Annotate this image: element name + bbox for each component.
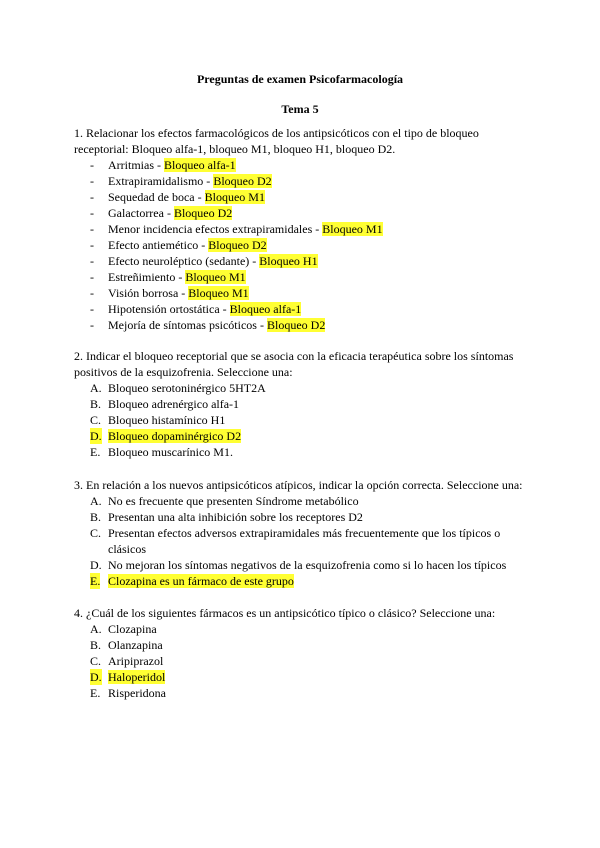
list-item <box>74 173 534 189</box>
option-a <box>74 380 534 396</box>
dash-bullet: - <box>90 206 94 220</box>
dash-bullet: - <box>90 302 94 316</box>
highlighted-answer: Bloqueo M1 <box>204 190 265 204</box>
option-e-correct <box>74 573 534 589</box>
option-text: Aripiprazol <box>108 654 164 668</box>
list-item <box>74 205 534 221</box>
option-text-highlighted: Haloperidol <box>108 670 166 684</box>
option-b <box>74 396 534 412</box>
effect-text: Menor incidencia efectos extrapiramidales - <box>108 222 323 236</box>
list-item <box>74 157 534 173</box>
question-1-stem-line1: 1. Relacionar los efectos farmacológicos de los antipsicóticos con el tipo de bloqueo <box>74 126 479 140</box>
highlighted-answer: Bloqueo D2 <box>208 238 267 252</box>
question-3-stem <box>74 477 534 493</box>
document-subtitle: Tema 5 <box>281 102 319 116</box>
option-letter: E. <box>90 445 101 459</box>
effect-text: Mejoría de síntomas psicóticos - <box>108 318 267 332</box>
option-letter: E. <box>90 574 101 588</box>
dash-bullet: - <box>90 174 94 188</box>
question-3-options <box>74 493 534 589</box>
question-2-options <box>74 380 534 460</box>
list-item <box>74 285 534 301</box>
question-2-stem-line1: 2. Indicar el bloqueo receptorial que se asocia con la eficacia terapéutica sobre los síntomas <box>74 349 514 363</box>
option-text: Bloqueo histamínico H1 <box>108 413 226 427</box>
dash-bullet: - <box>90 222 94 236</box>
option-letter: B. <box>90 638 102 652</box>
option-text: Presentan una alta inhibición sobre los receptores D2 <box>108 510 363 524</box>
option-text-continued: clásicos <box>108 542 146 556</box>
highlighted-answer: Bloqueo M1 <box>322 222 383 236</box>
option-letter: C. <box>90 526 102 540</box>
highlighted-answer: Bloqueo alfa-1 <box>164 158 236 172</box>
question-4-stem-line1: 4. ¿Cuál de los siguientes fármacos es un antipsicótico típico o clásico? Seleccione una: <box>74 606 496 620</box>
option-text: Olanzapina <box>108 638 163 652</box>
question-4-options <box>74 621 534 701</box>
option-letter: A. <box>90 622 102 636</box>
option-c <box>74 412 534 428</box>
option-text: Clozapina <box>108 622 157 636</box>
option-text: Risperidona <box>108 686 166 700</box>
dash-bullet: - <box>90 318 94 332</box>
option-d-correct <box>74 428 534 444</box>
list-item <box>74 221 534 237</box>
document-title: Preguntas de examen Psicofarmacología <box>196 72 404 86</box>
option-c <box>74 653 534 669</box>
list-item <box>74 269 534 285</box>
option-d-correct <box>74 669 534 685</box>
question-1 <box>74 125 534 333</box>
option-text-highlighted: Clozapina es un fármaco de este grupo <box>108 574 294 588</box>
question-2-stem <box>74 348 534 380</box>
effect-text: Estreñimiento - <box>108 270 186 284</box>
dash-bullet: - <box>90 190 94 204</box>
list-item <box>74 317 534 333</box>
option-letter: B. <box>90 397 102 411</box>
dash-bullet: - <box>90 254 94 268</box>
option-text: Bloqueo muscarínico M1. <box>108 445 233 459</box>
effect-text: Efecto antiemético - <box>108 238 209 252</box>
effect-text: Sequedad de boca - <box>108 190 205 204</box>
option-b <box>74 509 534 525</box>
list-item <box>74 301 534 317</box>
effect-text: Hipotensión ortostática - <box>108 302 230 316</box>
option-letter: C. <box>90 413 102 427</box>
highlighted-answer: Bloqueo M1 <box>185 270 246 284</box>
option-letter: A. <box>90 494 102 508</box>
option-letter: D. <box>90 429 102 443</box>
list-item <box>74 237 534 253</box>
question-4-stem <box>74 605 534 621</box>
option-letter: E. <box>90 686 101 700</box>
option-d <box>74 557 534 573</box>
highlighted-answer: Bloqueo D2 <box>213 174 272 188</box>
effect-text: Galactorrea - <box>108 206 174 220</box>
option-text: Bloqueo serotoninérgico 5HT2A <box>108 381 266 395</box>
question-3-stem-line1: 3. En relación a los nuevos antipsicóticos atípicos, indicar la opción correcta. Seleccione una: <box>74 478 523 492</box>
option-text-highlighted: Bloqueo dopaminérgico D2 <box>108 429 242 443</box>
question-2 <box>74 348 534 460</box>
option-e <box>74 685 534 701</box>
option-a <box>74 493 534 509</box>
effect-text: Arritmias - <box>108 158 164 172</box>
effect-text: Visión borrosa - <box>108 286 189 300</box>
question-1-stem-line2: receptorial: Bloqueo alfa-1, bloqueo M1, bloqueo H1, bloqueo D2. <box>74 142 396 156</box>
effect-text: Efecto neuroléptico (sedante) - <box>108 254 260 268</box>
question-2-stem-line2: positivos de la esquizofrenia. Seleccione una: <box>74 365 293 379</box>
list-item <box>74 189 534 205</box>
option-b <box>74 637 534 653</box>
option-letter: A. <box>90 381 102 395</box>
highlighted-answer: Bloqueo D2 <box>173 206 233 220</box>
dash-bullet: - <box>90 270 94 284</box>
option-text: Presentan efectos adversos extrapiramidales más frecuentemente que los típicos o <box>108 526 501 540</box>
highlighted-answer: Bloqueo M1 <box>188 286 249 300</box>
list-item <box>74 253 534 269</box>
question-4 <box>74 605 534 701</box>
option-letter: D. <box>90 558 102 572</box>
highlighted-answer: Bloqueo D2 <box>266 318 326 332</box>
option-text: No mejoran los síntomas negativos de la esquizofrenia como si lo hacen los típicos <box>108 558 507 572</box>
option-a <box>74 621 534 637</box>
option-e <box>74 444 534 460</box>
dash-bullet: - <box>90 158 94 172</box>
question-1-stem <box>74 125 534 157</box>
question-3 <box>74 477 534 589</box>
option-c <box>74 525 534 557</box>
dash-bullet: - <box>90 286 94 300</box>
option-text: No es frecuente que presenten Síndrome metabólico <box>108 494 359 508</box>
question-1-list <box>74 157 534 333</box>
option-letter: D. <box>90 670 102 684</box>
option-letter: C. <box>90 654 102 668</box>
highlighted-answer: Bloqueo H1 <box>259 254 318 268</box>
effect-text: Extrapiramidalismo - <box>108 174 214 188</box>
highlighted-answer: Bloqueo alfa-1 <box>229 302 302 316</box>
dash-bullet: - <box>90 238 94 252</box>
option-text: Bloqueo adrenérgico alfa-1 <box>108 397 240 411</box>
option-letter: B. <box>90 510 102 524</box>
